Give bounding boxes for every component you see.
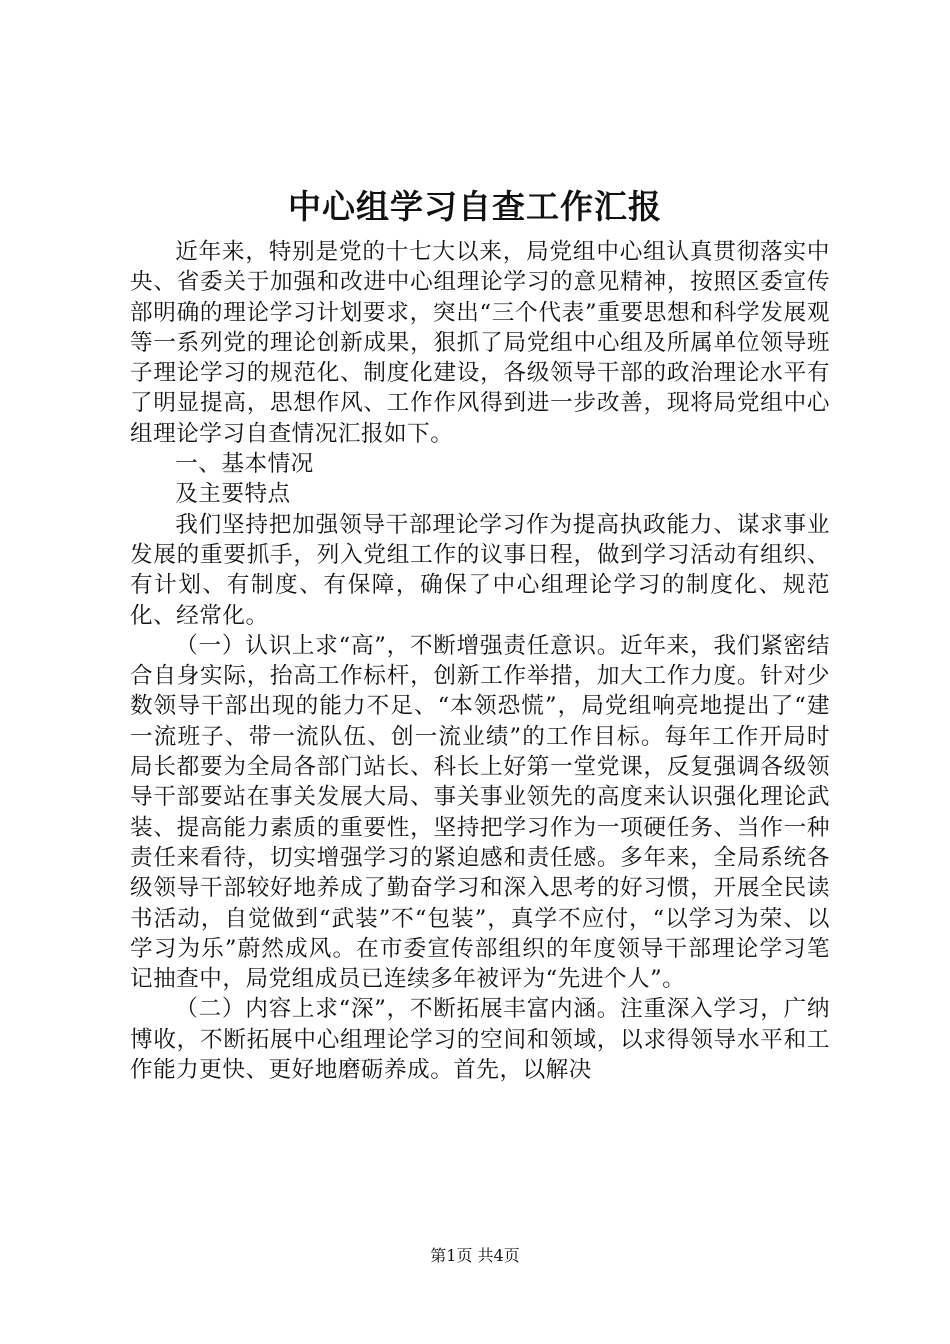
- document-title: 中心组学习自查工作汇报: [288, 187, 662, 226]
- section-heading-continued: 及主要特点: [175, 481, 291, 508]
- document-body: [130, 237, 830, 1085]
- section-heading: 一、基本情况: [175, 451, 314, 478]
- paragraph-intro: 近年来，特别是党的十七大以来，局党组中心组认真贯彻落实中央、省委关于加强和改进中心组理论学习的意见精神，按照区委宣传部明确的理论学习计划要求，突出“三个代表”重要思想和科学发展观等一系列党的理论创新成果，狠抓了局党组中心组及所属单位领导班子理论学习的规范化、制度化建设，各级领导干部的政治理论水平有了明显提高，思想作风、工作作风得到进一步改善，现将局党组中心组理论学习自查情况汇报如下。: [130, 239, 830, 447]
- paragraph-overview: 我们坚持把加强领导干部理论学习作为提高执政能力、谋求事业发展的重要抓手，列入党组工作的议事日程，做到学习活动有组织、有计划、有制度、有保障，确保了中心组理论学习的制度化、规范化、经常化。: [130, 511, 830, 629]
- paragraph-point-one: （一）认识上求“高”，不断增强责任意识。近年来，我们紧密结合自身实际，抬高工作标杆，创新工作举措，加大工作力度。针对少数领导干部出现的能力不足、“本领恐慌”，局党组响亮地提出了“建一流班子、带一流队伍、创一流业绩”的工作目标。每年工作开局时局长都要为全局各部门站长、科长上好第一堂党课，反复强调各级领导干部要站在事关发展大局、事关事业领先的高度来认识强化理论武装、提高能力素质的重要性，坚持把学习作为一项硬任务、当作一种责任来看待，切实增强学习的紧迫感和责任感。多年来，全局系统各级领导干部较好地养成了勤奋学习和深入思考的好习惯，开展全民读书活动，自觉做到“武装”不“包装”，真学不应付，“以学习为荣、以学习为乐”蔚然成风。在市委宣传部组织的年度领导干部理论学习笔记抽查中，局党组成员已连续多年被评为“先进个人”。: [130, 632, 830, 993]
- paragraph-point-two: （二）内容上求“深”，不断拓展丰富内涵。注重深入学习，广纳博收，不断拓展中心组理论学习的空间和领域，以求得领导水平和工作能力更快、更好地磨砺养成。首先，以解决: [130, 996, 830, 1084]
- page-footer: 第1页 共4页: [430, 1246, 520, 1265]
